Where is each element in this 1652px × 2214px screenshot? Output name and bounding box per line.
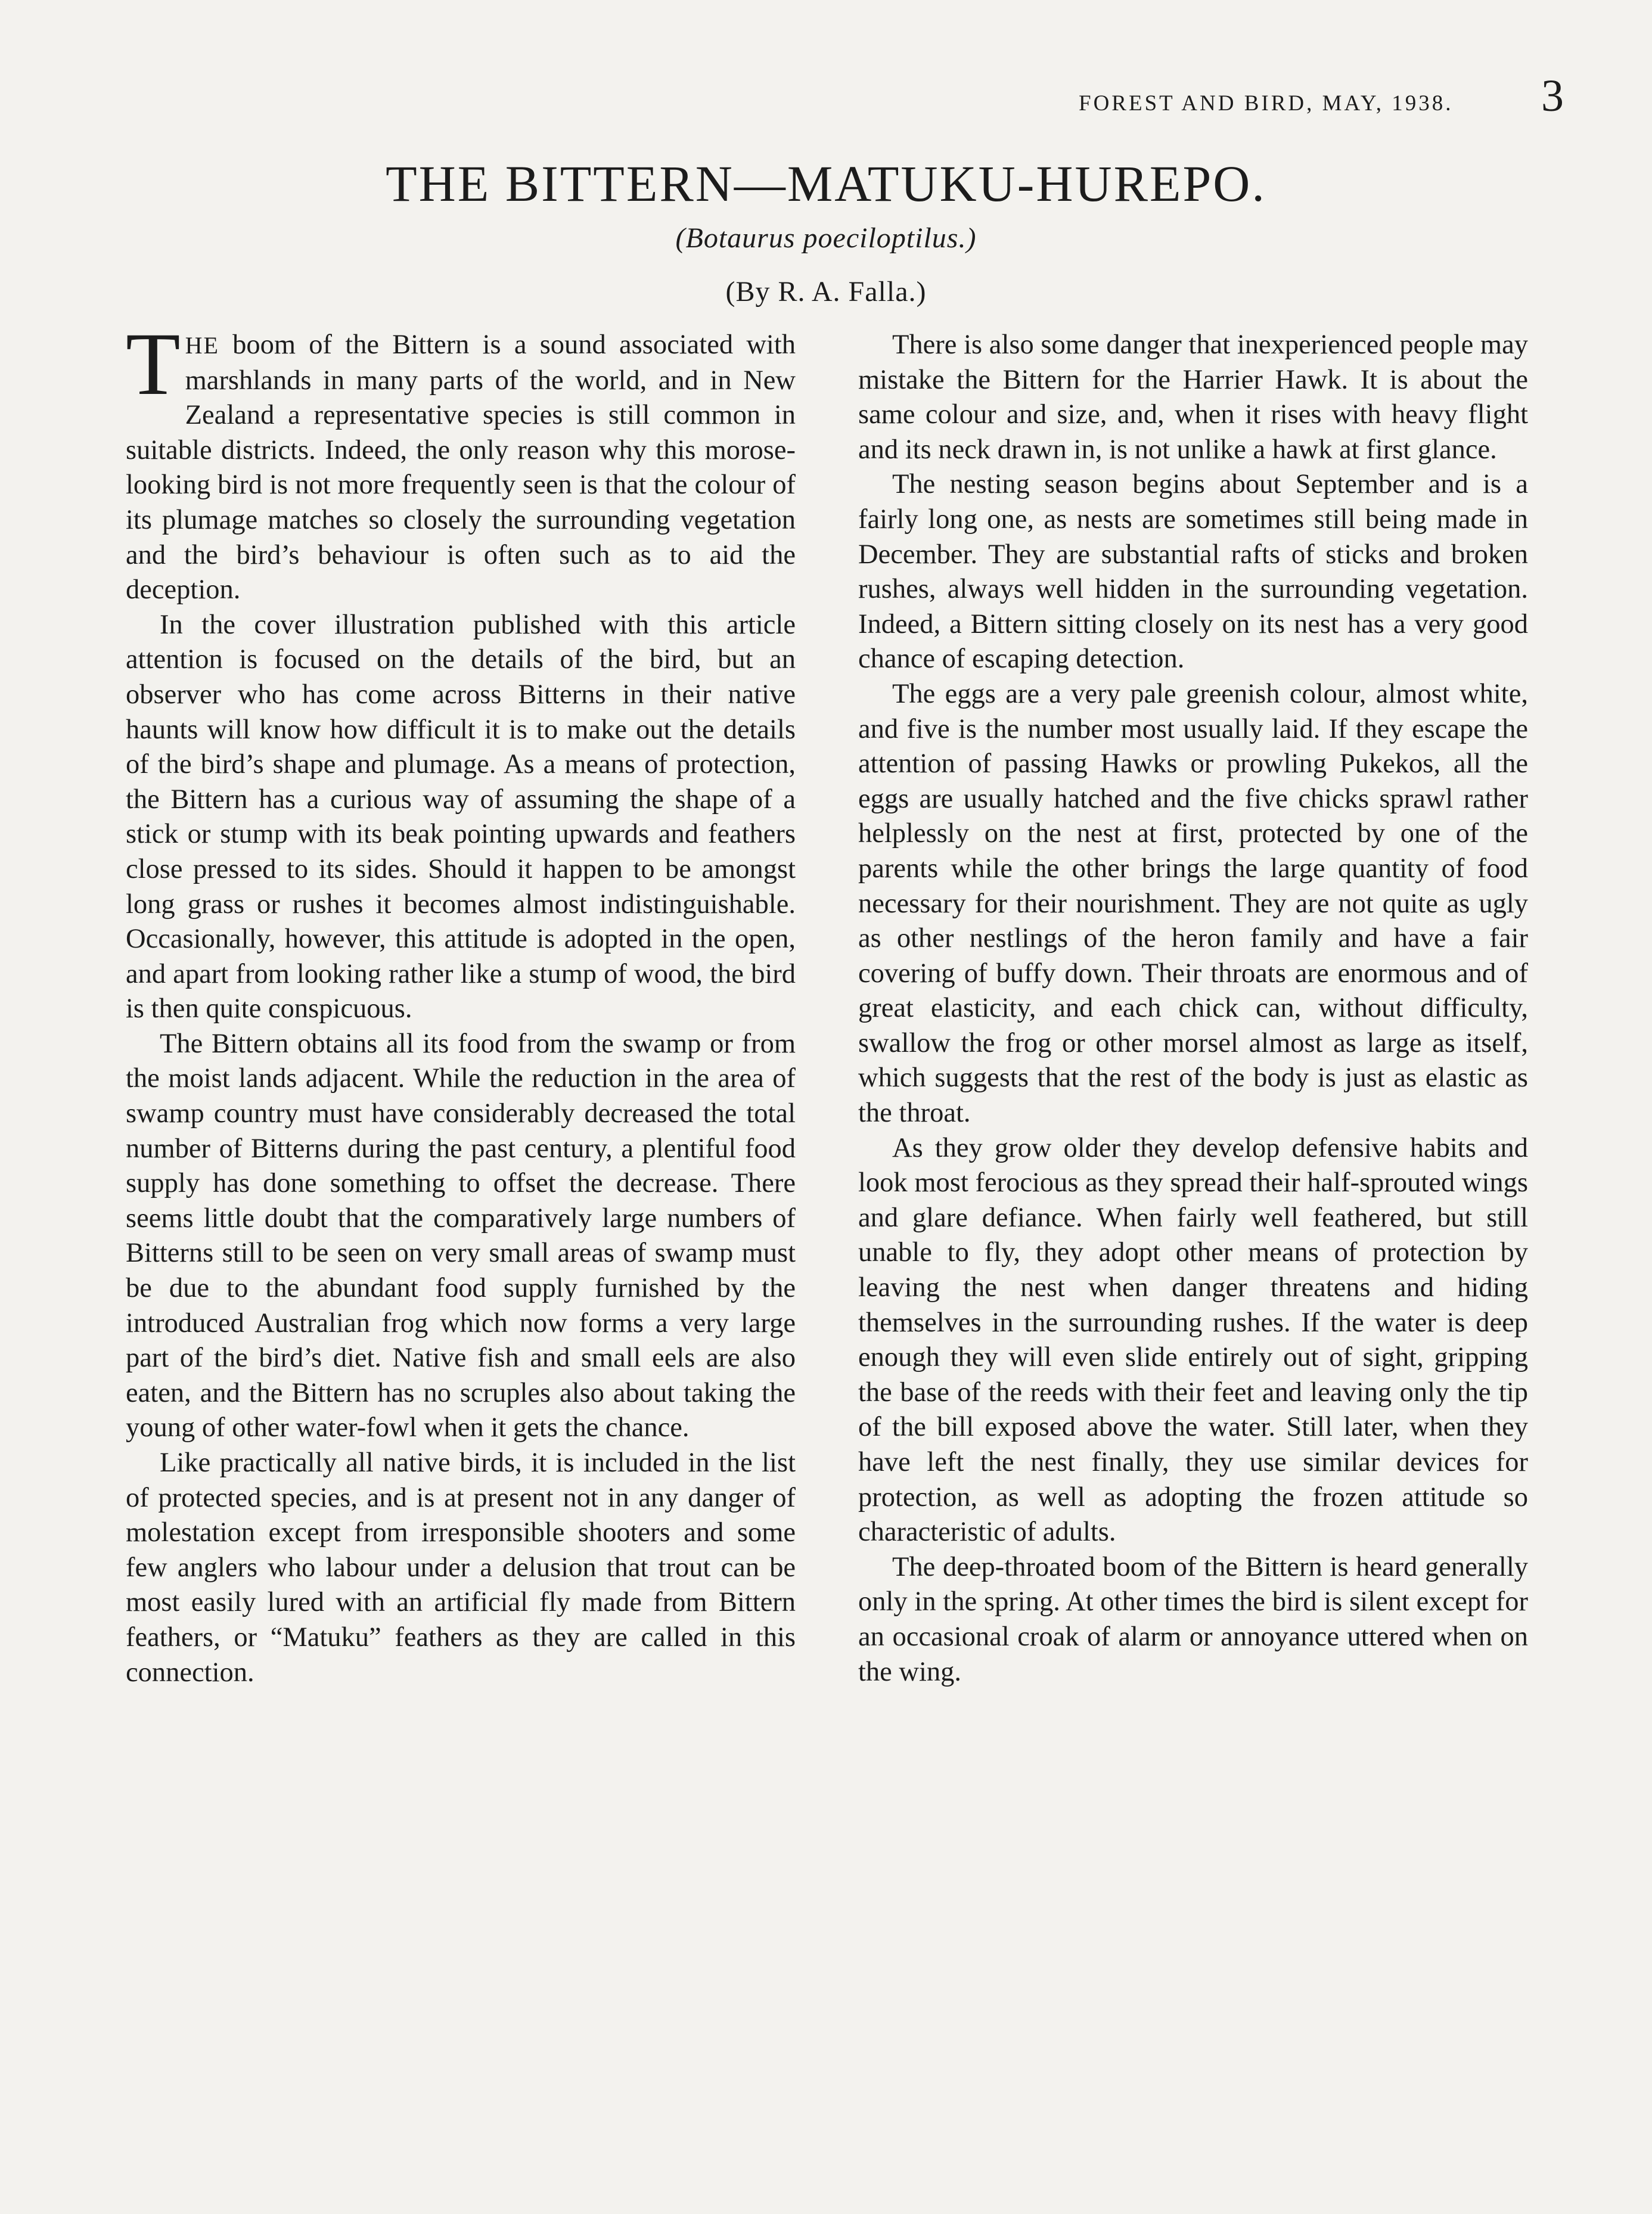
paragraph: Like practically all native birds, it is included in the list of protected species, and is at present not in any danger of molestation except from irresponsible shooters and some few anglers who labour under a delusion that trout can be most easily lured with an artificial fly made from Bittern feathers, or “Matuku” feathers as they are called in this connection.: [126, 1448, 796, 1688]
paragraph: In the cover illustration published with this article attention is focused on the details of the bird, but an observer who has come across Bitterns in their native haunts will know how difficult it is to make out the details of the bird’s shape and plumage. As a means of protection, the Bittern has a curious way of assuming the shape of a stick or stump with its beak pointing upwards and feathers close pressed to its sides. Should it happen to be amongst long grass or rushes it becomes almost indistinguishable. Occasionally, however, this attitude is adopted in the open, and apart from looking rather like a stump of wood, the bird is then quite conspicuous.: [126, 609, 796, 1024]
paragraph: As they grow older they develop defensive habits and look most ferocious as they spread their half-sprouted wings and glare defiance. When fairly well feathered, but still unable to fly, they adopt other means of protection by leaving the nest when danger threatens and hiding themselves in the surrounding rushes. If the water is deep enough they will even slide entirely out of sight, gripping the base of the reeds with their feet and leaving only the tip of the bill exposed above the water. Still later, when they have left the nest finally, they use similar devices for protection, as well as adopting the frozen attitude so characteristic of adults.: [858, 1132, 1528, 1548]
right-column: [858, 328, 1528, 1690]
byline: (By R. A. Falla.): [725, 276, 927, 308]
paragraph: [126, 315, 796, 608]
page-number: 3: [1541, 71, 1564, 121]
first-word: HE: [185, 332, 219, 359]
running-head: FOREST AND BIRD, MAY, 1938.: [1079, 91, 1454, 116]
drop-cap: T: [126, 315, 181, 414]
article-title: THE BITTERN—MATUKU-HUREPO.: [386, 155, 1266, 212]
paragraph: The eggs are a very pale greenish colour, almost white, and five is the number most usually laid. If they escape the attention of passing Hawks or prowling Pukekos, all the eggs are usually hatched and the five chicks sprawl rather helplessly on the nest at first, protected by one of the parents while the other brings the large quantity of food necessary for their nourishment. They are not quite as ugly as other nestlings of the heron family and have a fair covering of buffy down. Their throats are enormous and of great elasticity, and each chick can, without difficulty, swallow the frog or other morsel almost as large as itself, which suggests that the rest of the body is just as elastic as the throat.: [858, 678, 1528, 1129]
scientific-name: (Botaurus poeciloptilus.): [675, 222, 977, 254]
paragraph: The Bittern obtains all its food from the swamp or from the moist lands adjacent. While the reduction in the area of swamp country must have considerably decreased the total number of Bitterns during the past century, a plentiful food supply has done something to offset the decrease. There seems little doubt that the comparatively large numbers of Bitterns still to be seen on very small areas of swamp must be due to the abundant food supply furnished by the introduced Australian frog which now forms a very large part of the bird’s diet. Native fish and small eels are also eaten, and the Bittern has no scruples also about taking the young of other water-fowl when it gets the chance.: [126, 1028, 796, 1443]
left-column: [126, 315, 796, 1690]
paragraph-text: boom of the Bittern is a sound associated with marshlands in many parts of the world, and in New Zealand a representative species is still common in suitable districts. Indeed, the only reason why this morose-looking bird is not more frequently seen is that the colour of its plumage matches so closely the surrounding vegetation and the bird’s behaviour is often such as to aid the deception.: [126, 330, 796, 605]
paragraph: There is also some danger that inexperienced people may mistake the Bittern for the Harrier Hawk. It is about the same colour and size, and, when it rises with heavy flight and its neck drawn in, is not unlike a hawk at first glance.: [858, 330, 1528, 465]
paragraph: The nesting season begins about September and is a fairly long one, as nests are sometimes still being made in December. They are substantial rafts of sticks and broken rushes, always well hidden in the surrounding vegetation. Indeed, a Bittern sitting closely on its nest has a very good chance of escaping detection.: [858, 469, 1528, 675]
paragraph: The deep-throated boom of the Bittern is heard generally only in the spring. At other times the bird is silent except for an occasional croak of alarm or annoyance uttered when on the wing.: [858, 1551, 1528, 1687]
